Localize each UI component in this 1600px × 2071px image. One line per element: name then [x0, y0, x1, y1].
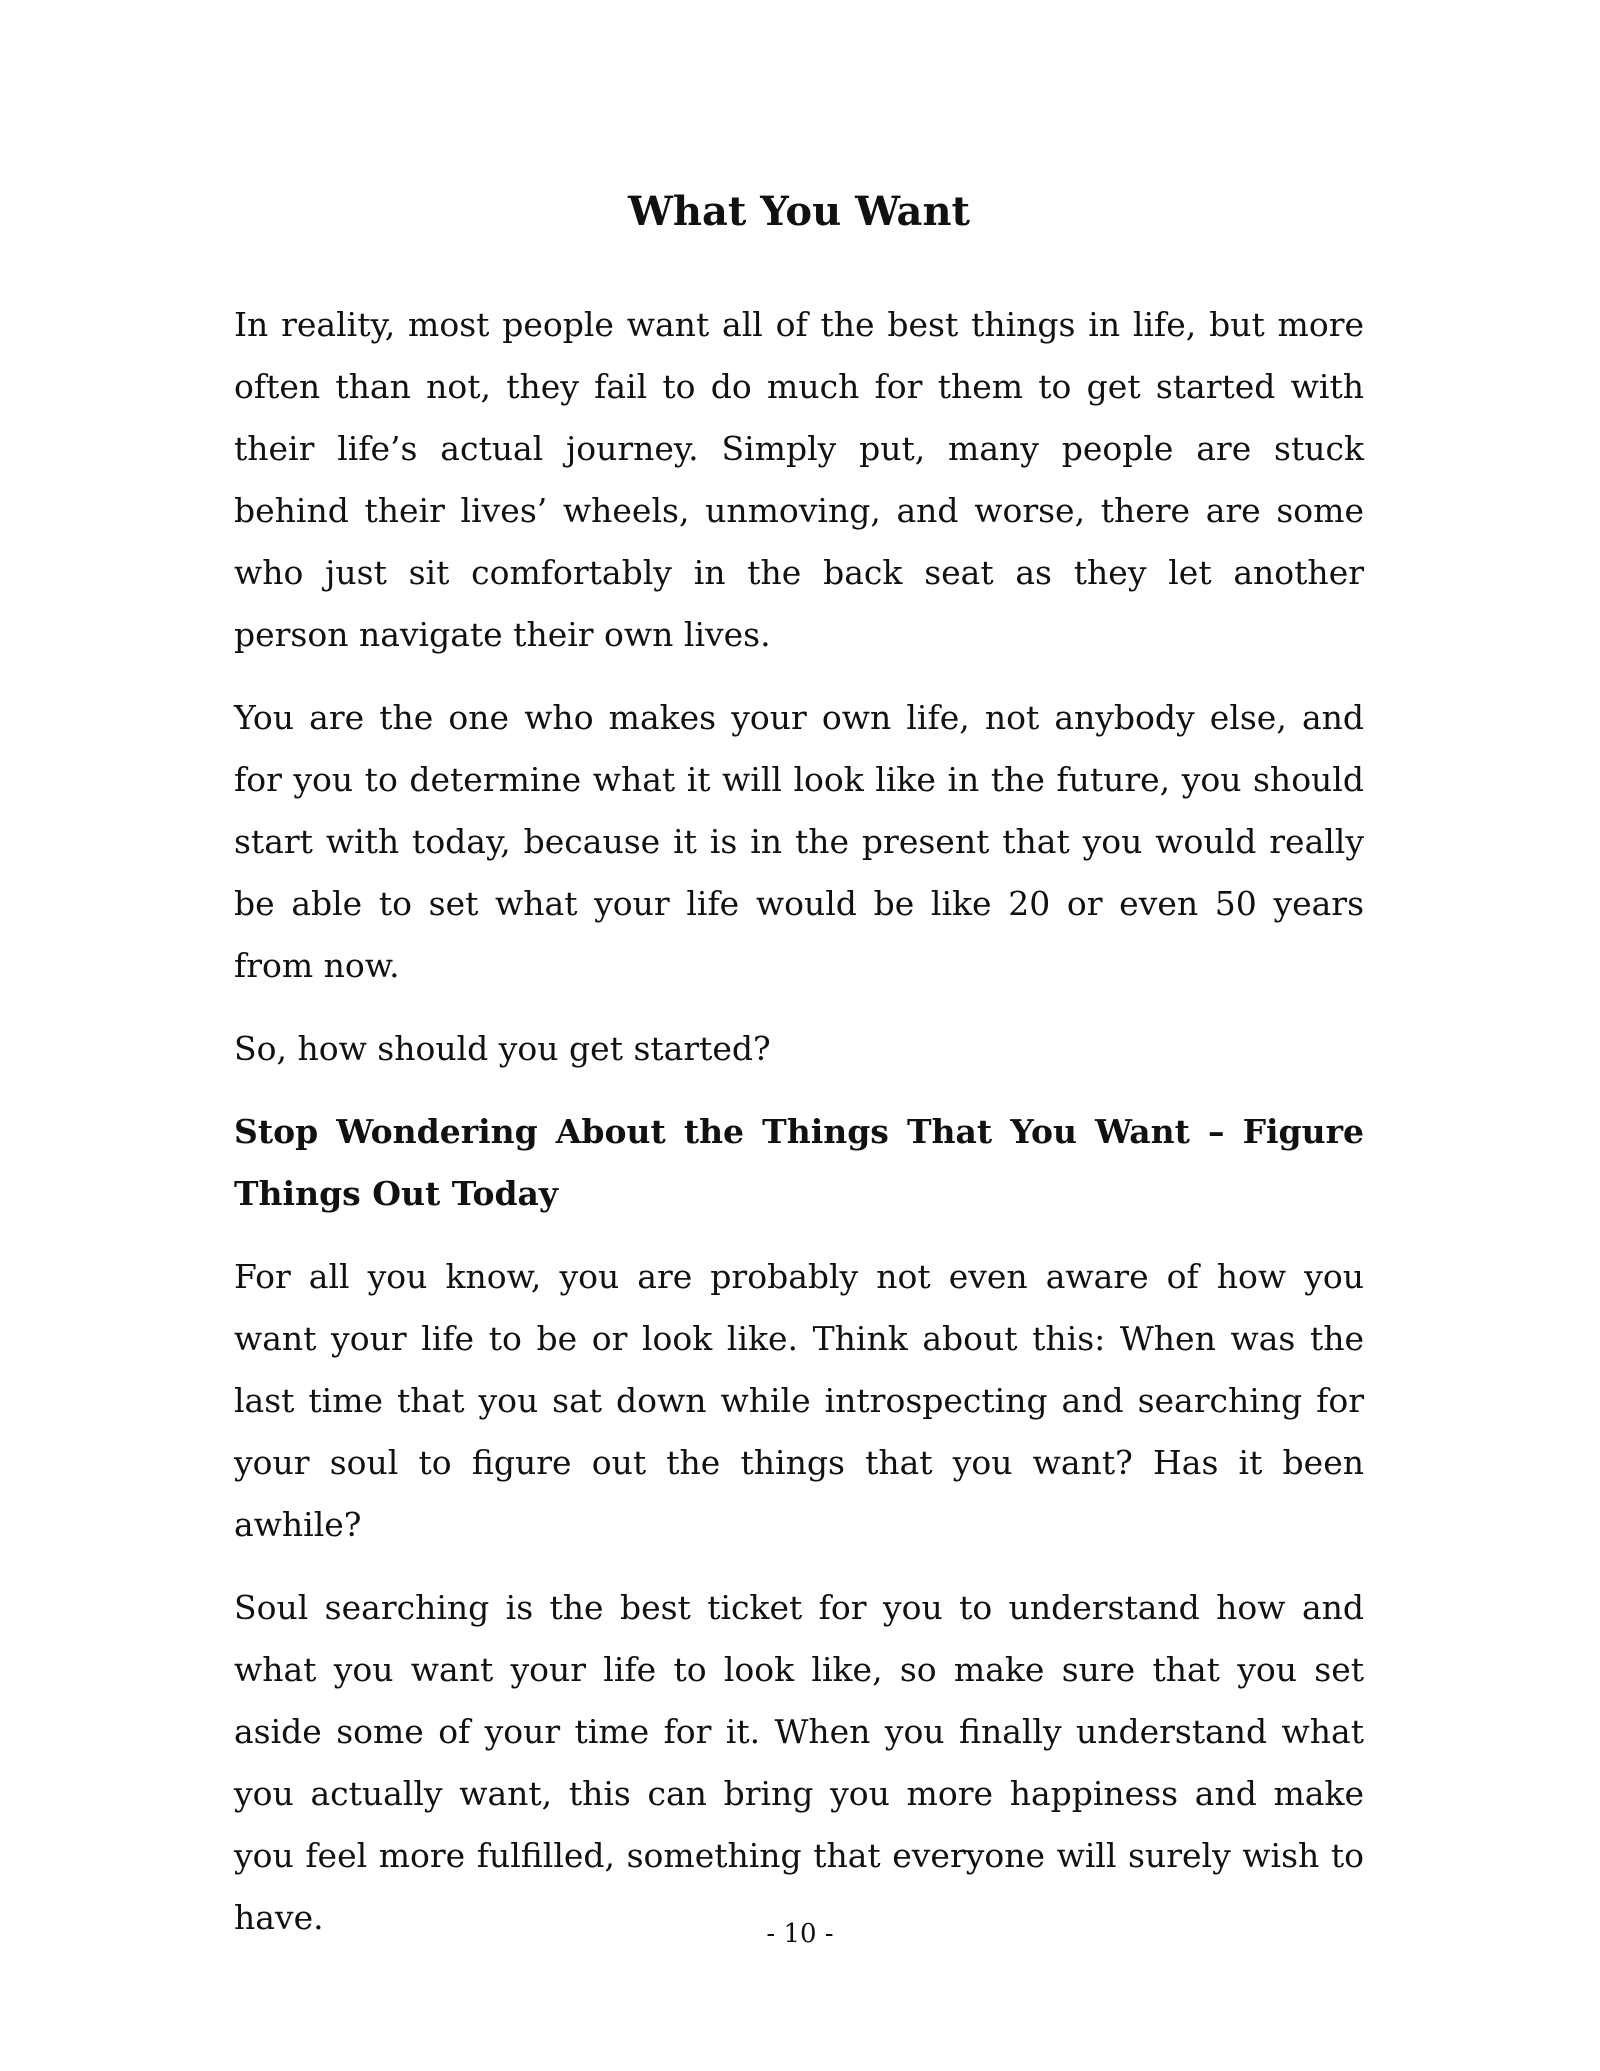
page-content [234, 178, 1364, 1970]
paragraph-1: In reality, most people want all of the best things in life, but more often than not, they fail to do much for them to get started with their life’s actual journey. Simply put, many people are stuck behind their lives’ wheels, unmoving, and worse, there are some who just sit comfortably in the back seat as they let another person navigate their own lives. [234, 305, 1364, 654]
paragraph-3: So, how should you get started? [234, 1029, 771, 1068]
section-subheading: Stop Wondering About the Things That You Want – Figure Things Out Today [234, 1112, 1364, 1213]
paragraph-4: For all you know, you are probably not even aware of how you want your life to be or look like. Think about this: When was the last time that you sat down while introspecting and searching for your soul to figure out the things that you want? Has it been awhile? [234, 1257, 1364, 1544]
page-title: What You Want [627, 188, 970, 235]
page-number: - 10 - [766, 1919, 834, 1949]
paragraph-5: Soul searching is the best ticket for you to understand how and what you want your life to look like, so make sure that you set aside some of your time for it. When you finally understand what you actually want, this can bring you more happiness and make you feel more fulfilled, something that everyone will surely wish to have. [234, 1588, 1364, 1937]
paragraph-2: You are the one who makes your own life, not anybody else, and for you to determine what it will look like in the future, you should start with today, because it is in the present that you would really be able to set what your life would be like 20 or even 50 years from now. [234, 698, 1364, 985]
